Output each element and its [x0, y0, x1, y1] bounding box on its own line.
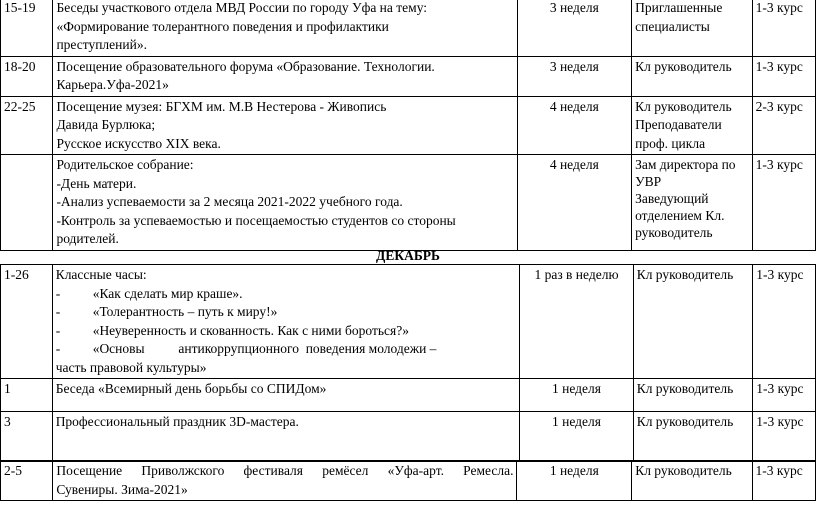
list-item: - «Неуверенность и скованность. Как с ними бороться?» — [55, 322, 409, 338]
event-time: 1 неделя — [520, 412, 633, 462]
event-course: 1-3 курс — [752, 56, 815, 96]
row-number — [1, 155, 53, 251]
table-row — [1, 0, 816, 56]
list-item: - «Основы антикоррупционного поведения молодежи – — [55, 341, 437, 356]
event-course: 1-3 курс — [752, 155, 815, 251]
event-responsible: Кл руководитель Преподаватели проф. цикла — [632, 96, 752, 155]
event-text: Посещение Приволжского фестиваля ремёсел «Уфа-арт. Ремесла. Сувениры. Зима-2021» — [53, 461, 517, 501]
event-text: Посещение музея: БГХМ им. М.В Нестерова - Живопись Давида Бурлюка; Русское искусство XIX века. — [53, 96, 517, 155]
december-table — [0, 264, 816, 462]
event-responsible: Кл руководитель — [632, 56, 752, 96]
table-row — [1, 155, 816, 251]
list-item: - «Как сделать мир краше». — [55, 285, 243, 301]
table-row — [1, 412, 816, 462]
table-row — [1, 265, 816, 379]
event-text: Посещение образовательного форума «Образование. Технологии. Карьера.Уфа-2021» — [53, 56, 517, 96]
row-number: 22-25 — [1, 96, 53, 155]
event-course: 1-3 курс — [753, 412, 816, 462]
november-table — [0, 0, 816, 251]
row-number: 2-5 — [1, 461, 53, 501]
event-responsible: Приглашенные специалисты — [632, 0, 752, 56]
event-text: Классные часы: - «Как сделать мир краше». - «Толерантность – путь к миру!» - «Неуверенность и скованность. Как с ними бороться?» - «Основы антикоррупционного поведения молодежи – часть правовой культуры» — [52, 265, 520, 379]
table-row — [1, 379, 816, 412]
event-responsible: Зам директора по УВР Заведующий отделением Кл. руководитель — [632, 155, 752, 251]
event-time: 4 неделя — [517, 96, 632, 155]
row-number: 18-20 — [1, 56, 53, 96]
event-responsible: Кл руководитель — [633, 412, 753, 462]
row-number: 1 — [1, 379, 53, 412]
row-number: 15-19 — [1, 0, 53, 56]
event-time: 1 неделя — [520, 379, 633, 412]
event-text: Беседы участкового отдела МВД России по городу Уфа на тему: «Формирование толерантного поведения и профилактики преступлений». — [53, 0, 517, 56]
table-row — [1, 56, 816, 96]
row-number: 1-26 — [1, 265, 53, 379]
list-item: - «Толерантность – путь к миру!» — [55, 304, 278, 319]
event-time: 3 неделя — [517, 56, 632, 96]
event-time: 3 неделя — [517, 0, 632, 56]
event-time: 4 неделя — [517, 155, 632, 251]
section-heading-december: ДЕКАБРЬ — [376, 248, 440, 263]
event-text: Беседа «Всемирный день борьбы со СПИДом» — [52, 379, 520, 412]
event-text: Родительское собрание: -День матери. -Анализ успеваемости за 2 месяца 2021-2022 учебного года. -Контроль за успеваемостью и посещаемостью студентов со стороны родителей. — [53, 155, 517, 251]
event-course: 1-3 курс — [752, 0, 815, 56]
event-course: 1-3 курс — [752, 461, 815, 501]
row-number: 3 — [1, 412, 53, 462]
event-course: 1-3 курс — [753, 379, 816, 412]
event-course: 2-3 курс — [752, 96, 815, 155]
event-course: 1-3 курс — [753, 265, 816, 379]
event-time: 1 раз в неделю — [520, 265, 633, 379]
december-table-continued — [0, 460, 816, 501]
table-row — [1, 96, 816, 155]
event-responsible: Кл руководитель — [632, 461, 752, 501]
event-text: Профессиональный праздник 3D-мастера. — [52, 412, 520, 462]
table-row — [1, 461, 816, 501]
event-responsible: Кл руководитель — [633, 265, 753, 379]
event-responsible: Кл руководитель — [633, 379, 753, 412]
event-time: 1 неделя — [517, 461, 632, 501]
